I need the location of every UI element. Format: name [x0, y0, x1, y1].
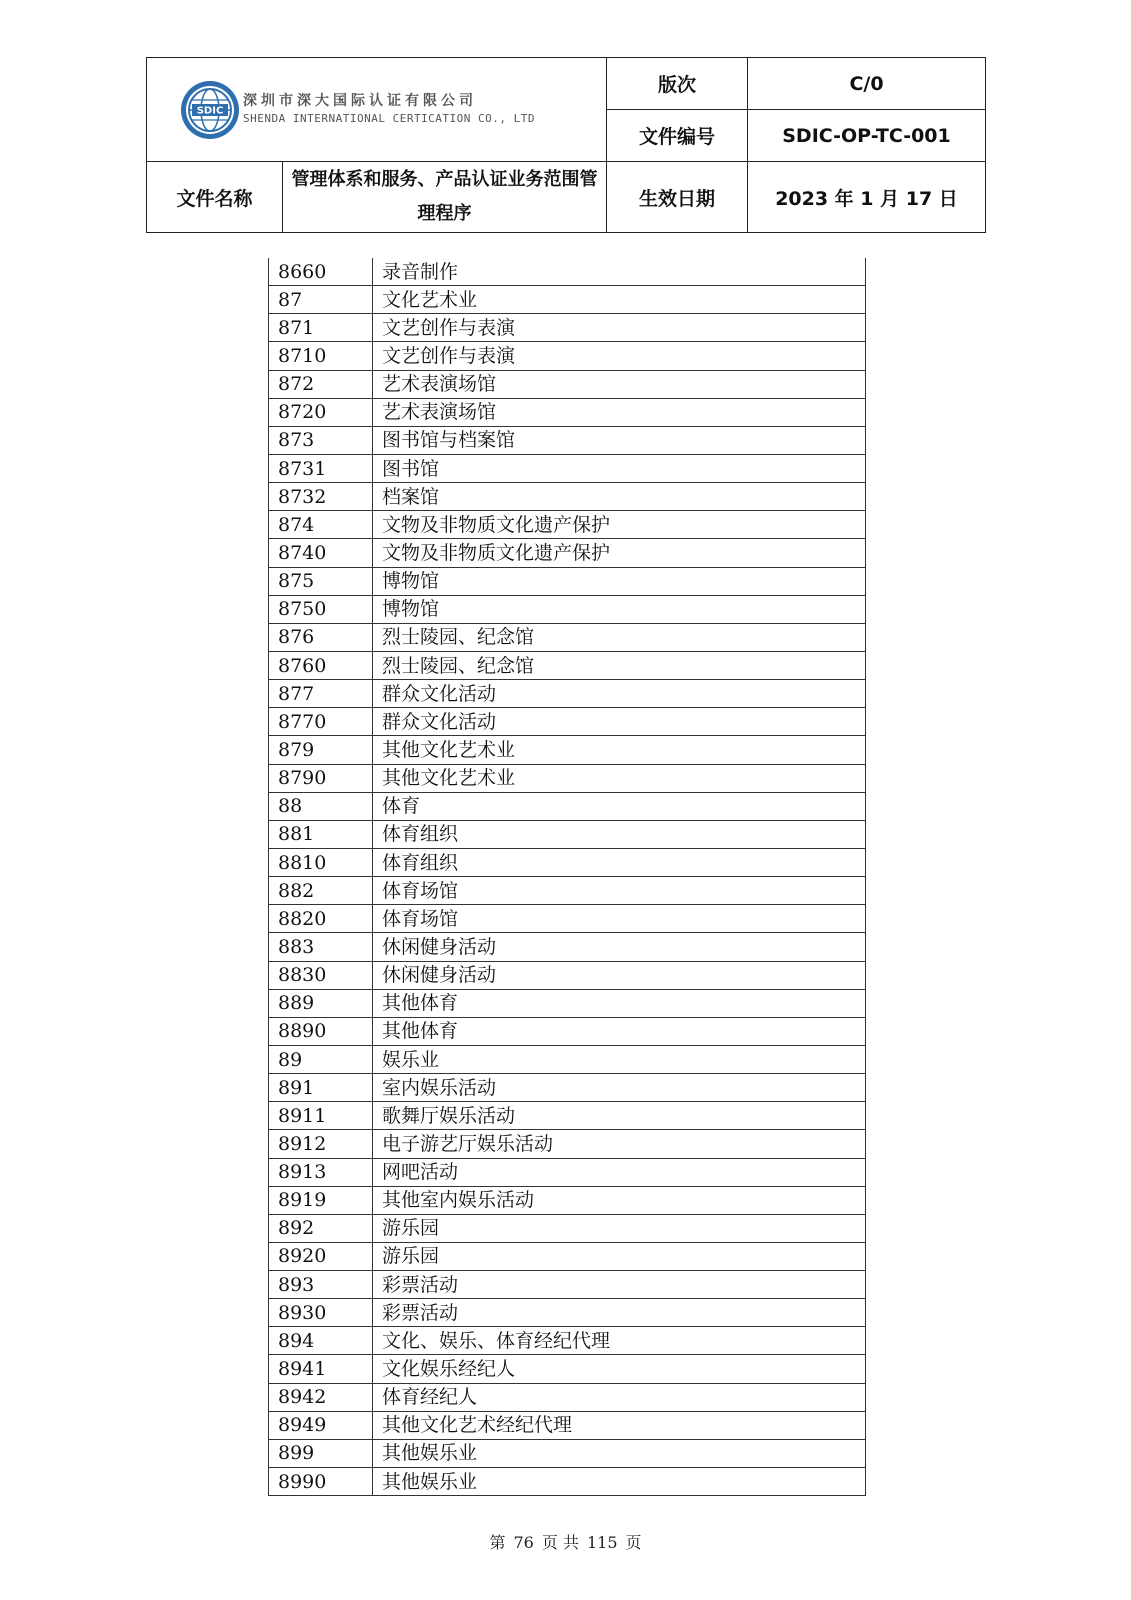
industry-code-cell: 8912 [269, 1130, 373, 1158]
industry-code-cell: 8790 [269, 764, 373, 792]
table-row [269, 1383, 866, 1411]
industry-name-cell: 艺术表演场馆 [373, 398, 866, 426]
industry-name-cell: 其他文化艺术业 [373, 736, 866, 764]
table-row [269, 1186, 866, 1214]
industry-code-cell: 893 [269, 1271, 373, 1299]
industry-code-cell: 8941 [269, 1355, 373, 1383]
industry-name-cell: 体育场馆 [373, 905, 866, 933]
industry-name-cell: 游乐园 [373, 1214, 866, 1242]
industry-name-cell: 档案馆 [373, 483, 866, 511]
table-row [269, 820, 866, 848]
industry-code-cell: 8720 [269, 398, 373, 426]
page-mid: 页 共 [541, 1533, 579, 1552]
table-row [269, 595, 866, 623]
industry-code-cell: 8660 [269, 258, 373, 286]
table-row [269, 1102, 866, 1130]
page-number: 76 [513, 1533, 534, 1552]
page-prefix: 第 [489, 1533, 506, 1552]
company-logo-cell [147, 58, 607, 162]
table-row [269, 848, 866, 876]
industry-code-cell: 8930 [269, 1299, 373, 1327]
industry-code-cell: 8920 [269, 1242, 373, 1270]
company-logo-icon [179, 79, 241, 141]
industry-code-cell: 8830 [269, 961, 373, 989]
industry-code-cell: 8911 [269, 1102, 373, 1130]
table-row [269, 764, 866, 792]
industry-name-cell: 其他文化艺术业 [373, 764, 866, 792]
table-row [269, 1214, 866, 1242]
industry-name-cell: 彩票活动 [373, 1299, 866, 1327]
industry-name-cell: 文艺创作与表演 [373, 342, 866, 370]
industry-name-cell: 其他室内娱乐活动 [373, 1186, 866, 1214]
industry-name-cell: 电子游艺厅娱乐活动 [373, 1130, 866, 1158]
industry-name-cell: 休闲健身活动 [373, 961, 866, 989]
industry-code-cell: 872 [269, 370, 373, 398]
industry-code-cell: 89 [269, 1045, 373, 1073]
table-row [269, 933, 866, 961]
table-row [269, 342, 866, 370]
industry-code-cell: 875 [269, 567, 373, 595]
industry-code-cell: 891 [269, 1074, 373, 1102]
table-row [269, 1299, 866, 1327]
industry-code-cell: 879 [269, 736, 373, 764]
industry-code-cell: 892 [269, 1214, 373, 1242]
industry-name-cell: 体育 [373, 792, 866, 820]
industry-name-cell: 烈士陵园、纪念馆 [373, 651, 866, 679]
industry-name-cell: 图书馆与档案馆 [373, 426, 866, 454]
table-row [269, 454, 866, 482]
code-table-body [269, 258, 866, 1496]
table-row [269, 680, 866, 708]
table-row [269, 539, 866, 567]
logo-text: SDIC [196, 105, 224, 116]
industry-code-cell: 899 [269, 1439, 373, 1467]
industry-code-cell: 8740 [269, 539, 373, 567]
industry-code-cell: 8990 [269, 1468, 373, 1496]
table-row [269, 398, 866, 426]
industry-code-cell: 882 [269, 877, 373, 905]
industry-name-cell: 彩票活动 [373, 1271, 866, 1299]
industry-name-cell: 群众文化活动 [373, 708, 866, 736]
table-row [269, 905, 866, 933]
industry-name-cell: 体育组织 [373, 848, 866, 876]
industry-code-cell: 894 [269, 1327, 373, 1355]
industry-name-cell: 其他娱乐业 [373, 1468, 866, 1496]
company-name-en: SHENDA INTERNATIONAL CERTICATION CO., LTD [243, 112, 536, 126]
table-row [269, 370, 866, 398]
version-value: C/0 [748, 58, 986, 110]
table-row [269, 651, 866, 679]
industry-code-cell: 8919 [269, 1186, 373, 1214]
industry-code-cell: 88 [269, 792, 373, 820]
table-row [269, 792, 866, 820]
industry-name-cell: 文化娱乐经纪人 [373, 1355, 866, 1383]
industry-name-cell: 其他娱乐业 [373, 1439, 866, 1467]
table-row [269, 961, 866, 989]
industry-code-cell: 873 [269, 426, 373, 454]
industry-code-cell: 8942 [269, 1383, 373, 1411]
version-label: 版次 [607, 58, 748, 110]
industry-name-cell: 体育场馆 [373, 877, 866, 905]
industry-code-cell: 8770 [269, 708, 373, 736]
industry-code-cell: 881 [269, 820, 373, 848]
industry-code-cell: 889 [269, 989, 373, 1017]
table-row [269, 1271, 866, 1299]
industry-name-cell: 文艺创作与表演 [373, 314, 866, 342]
industry-name-cell: 文化、娱乐、体育经纪代理 [373, 1327, 866, 1355]
industry-code-cell: 871 [269, 314, 373, 342]
table-row [269, 1045, 866, 1073]
industry-name-cell: 烈士陵园、纪念馆 [373, 623, 866, 651]
industry-name-cell: 网吧活动 [373, 1158, 866, 1186]
table-row [269, 483, 866, 511]
file-name-value: 管理体系和服务、产品认证业务范围管理程序 [283, 162, 607, 233]
industry-code-cell: 877 [269, 680, 373, 708]
industry-code-cell: 8750 [269, 595, 373, 623]
industry-name-cell: 游乐园 [373, 1242, 866, 1270]
industry-code-cell: 8732 [269, 483, 373, 511]
company-name-cn: 深圳市深大国际认证有限公司 [243, 92, 477, 109]
industry-name-cell: 体育经纪人 [373, 1383, 866, 1411]
table-row [269, 736, 866, 764]
industry-code-table [268, 258, 866, 1496]
industry-code-cell: 8731 [269, 454, 373, 482]
industry-name-cell: 文化艺术业 [373, 286, 866, 314]
table-row [269, 877, 866, 905]
industry-code-cell: 87 [269, 286, 373, 314]
effective-date-value: 2023 年 1 月 17 日 [748, 162, 986, 233]
industry-name-cell: 图书馆 [373, 454, 866, 482]
table-row [269, 567, 866, 595]
table-row [269, 1355, 866, 1383]
table-row [269, 314, 866, 342]
industry-name-cell: 歌舞厅娱乐活动 [373, 1102, 866, 1130]
industry-code-cell: 8949 [269, 1411, 373, 1439]
industry-name-cell: 娱乐业 [373, 1045, 866, 1073]
table-row [269, 1017, 866, 1045]
table-row [269, 623, 866, 651]
industry-code-cell: 8810 [269, 848, 373, 876]
industry-name-cell: 博物馆 [373, 595, 866, 623]
table-row [269, 1439, 866, 1467]
industry-code-cell: 8710 [269, 342, 373, 370]
industry-name-cell: 博物馆 [373, 567, 866, 595]
industry-code-cell: 8913 [269, 1158, 373, 1186]
industry-name-cell: 群众文化活动 [373, 680, 866, 708]
doc-number-value: SDIC-OP-TC-001 [748, 110, 986, 162]
industry-name-cell: 其他体育 [373, 989, 866, 1017]
table-row [269, 708, 866, 736]
industry-name-cell: 体育组织 [373, 820, 866, 848]
industry-name-cell: 室内娱乐活动 [373, 1074, 866, 1102]
industry-code-cell: 883 [269, 933, 373, 961]
table-row [269, 1074, 866, 1102]
industry-code-cell: 8890 [269, 1017, 373, 1045]
industry-name-cell: 休闲健身活动 [373, 933, 866, 961]
industry-code-cell: 8760 [269, 651, 373, 679]
table-row [269, 426, 866, 454]
table-row [269, 1327, 866, 1355]
doc-number-label: 文件编号 [607, 110, 748, 162]
table-row [269, 1468, 866, 1496]
industry-code-cell: 8820 [269, 905, 373, 933]
industry-code-cell: 876 [269, 623, 373, 651]
industry-name-cell: 文物及非物质文化遗产保护 [373, 539, 866, 567]
industry-name-cell: 其他文化艺术经纪代理 [373, 1411, 866, 1439]
industry-code-cell: 874 [269, 511, 373, 539]
table-row [269, 1158, 866, 1186]
table-row [269, 1130, 866, 1158]
page-total: 115 [586, 1533, 618, 1552]
industry-name-cell: 录音制作 [373, 258, 866, 286]
table-row [269, 1411, 866, 1439]
page-footer [0, 1530, 1131, 1553]
table-row [269, 511, 866, 539]
industry-name-cell: 文物及非物质文化遗产保护 [373, 511, 866, 539]
file-name-label: 文件名称 [147, 162, 283, 233]
table-row [269, 258, 866, 286]
table-row [269, 286, 866, 314]
effective-date-label: 生效日期 [607, 162, 748, 233]
industry-name-cell: 艺术表演场馆 [373, 370, 866, 398]
industry-name-cell: 其他体育 [373, 1017, 866, 1045]
document-header [146, 57, 986, 233]
table-row [269, 1242, 866, 1270]
page-suffix: 页 [625, 1533, 642, 1552]
table-row [269, 989, 866, 1017]
